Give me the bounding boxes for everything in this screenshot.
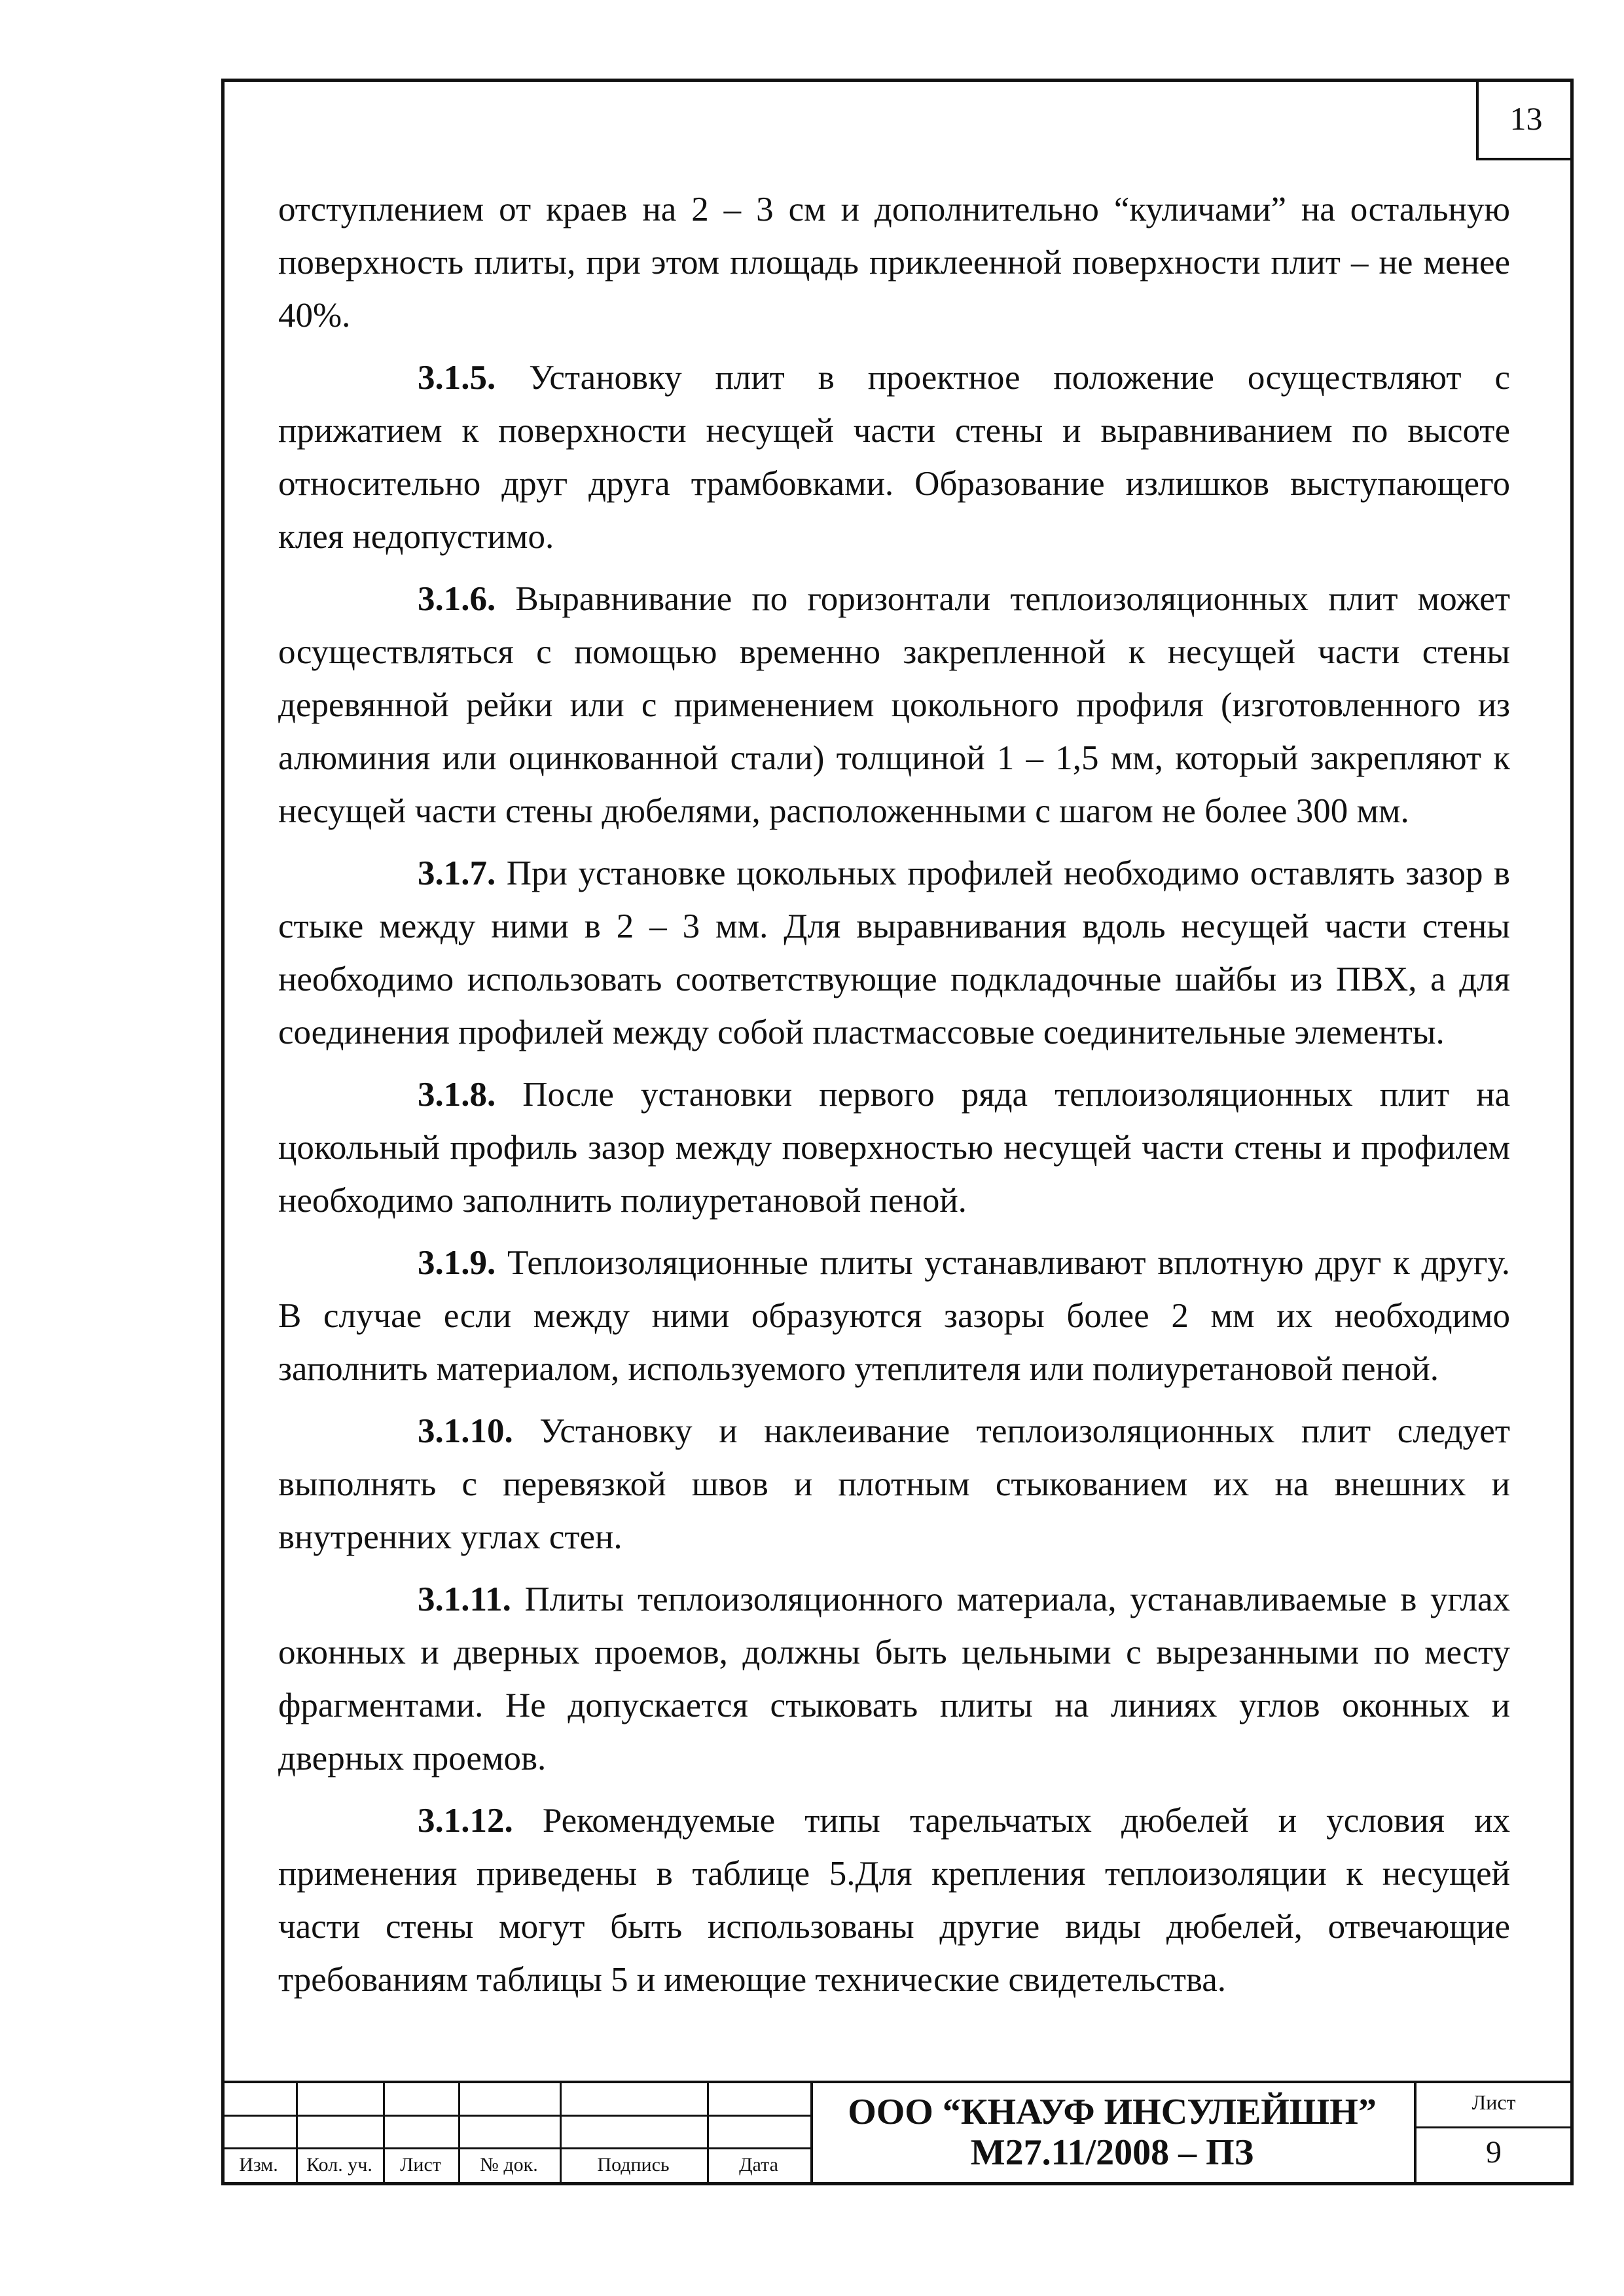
paragraph — [278, 183, 1510, 342]
paragraph-text: Установку и наклеивание теплоизоляционных плит следует выполнять с перевязкой швов и плотным стыкованием их на внешних и внутренних углах стен. — [278, 1412, 1510, 1556]
clause-number: 3.1.7. — [418, 854, 496, 892]
sheet-number: 9 — [1486, 2135, 1502, 2170]
paragraph-text: Установку плит в проектное положение осуществляют с прижатием к поверхности несущей части стены и выравниванием по высоте относительно друг друга трамбовками. Образование излишков выступающего клея недопустимо. — [278, 359, 1510, 556]
page-marker — [1476, 79, 1574, 160]
stamp-line — [221, 2081, 1574, 2083]
col-izm-label: Изм. — [239, 2154, 278, 2176]
paragraph-3-1-8 — [278, 1068, 1510, 1228]
clause-number: 3.1.10. — [418, 1412, 513, 1450]
stamp-line — [221, 2147, 810, 2149]
paragraph-3-1-5 — [278, 352, 1510, 564]
paragraph-3-1-6 — [278, 573, 1510, 838]
organization-name: ООО “КНАУФ ИНСУЛЕЙШН” — [848, 2092, 1377, 2132]
paragraph-text: отступлением от краев на 2 – 3 см и дополнительно “куличами” на остальную поверхность плиты, при этом площадь приклеенной поверхности плит – не менее 40%. — [278, 191, 1510, 335]
col-list-label: Лист — [400, 2154, 441, 2176]
paragraph-text: Плиты теплоизоляционного материала, устанавливаемые в углах оконных и дверных проемов, должны быть цельными с вырезанными по месту фрагментами. Не допускается стыковать плиты на линиях углов оконных и дверных проемов. — [278, 1580, 1510, 1777]
paragraph-text: Рекомендуемые типы тарельчатых дюбелей и условия их применения приведены в таблице 5.Для крепления теплоизоляции к несущей части стены могут быть использованы другие виды дюбелей, отвечающие требованиям таблицы 5 и имеющие технические свидетельства. — [278, 1802, 1510, 1999]
paragraph-3-1-10 — [278, 1405, 1510, 1564]
page-marker-number: 13 — [1509, 100, 1543, 137]
col-ndok-label: № док. — [480, 2154, 538, 2176]
paragraph-text: После установки первого ряда теплоизоляционных плит на цокольный профиль зазор между поверхностью несущей части стены и профилем необходимо заполнить полиуретановой пеной. — [278, 1076, 1510, 1220]
stamp-line — [1414, 2126, 1574, 2128]
document-code: М27.11/2008 – ПЗ — [970, 2132, 1254, 2173]
clause-number: 3.1.11. — [418, 1580, 511, 1618]
sheet-label: Лист — [1471, 2090, 1516, 2114]
paragraph-3-1-9 — [278, 1237, 1510, 1396]
col-kol-label: Кол. уч. — [306, 2154, 372, 2176]
paragraph-3-1-7 — [278, 847, 1510, 1059]
paragraph-3-1-11 — [278, 1573, 1510, 1785]
paragraph-text: Теплоизоляционные плиты устанавливают вплотную друг к другу. В случае если между ними образуются зазоры более 2 мм их необходимо заполнить материалом, используемого утеплителя или полиуретановой пеной. — [278, 1244, 1510, 1388]
paragraph-3-1-12 — [278, 1795, 1510, 2007]
col-podpis-label: Подпись — [597, 2154, 670, 2176]
paragraph-text: При установке цокольных профилей необходимо оставлять зазор в стыке между ними в 2 – 3 мм. Для выравнивания вдоль несущей части стены необходимо использовать соответствующие подкладочные шайбы из ПВХ, а для соединения профилей между собой пластмассовые соединительные элементы. — [278, 854, 1510, 1051]
paragraph-text: Выравнивание по горизонтали теплоизоляционных плит может осуществляться с помощью временно закрепленной к несущей части стены деревянной рейки или с применением цокольного профиля (изготовленного из алюминия или оцинкованной стали) толщиной 1 – 1,5 мм, который закрепляют к несущей части стены дюбелями, расположенными с шагом не более 300 мм. — [278, 580, 1510, 830]
clause-number: 3.1.9. — [418, 1244, 496, 1282]
stamp-line — [221, 2115, 810, 2117]
document-body — [278, 183, 1510, 2016]
clause-number: 3.1.8. — [418, 1076, 496, 1114]
clause-number: 3.1.12. — [418, 1802, 513, 1840]
col-data-label: Дата — [739, 2154, 778, 2176]
clause-number: 3.1.6. — [418, 580, 496, 618]
clause-number: 3.1.5. — [418, 359, 496, 397]
